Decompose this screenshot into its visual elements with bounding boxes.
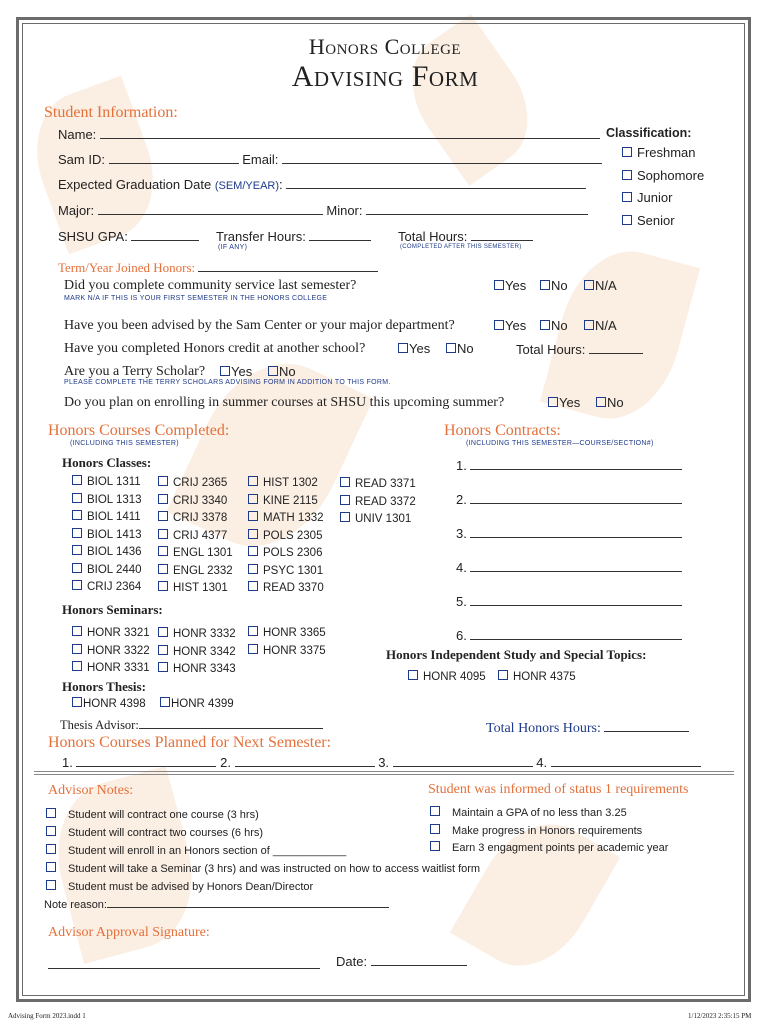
course-label: HIST 1301 bbox=[173, 582, 228, 594]
course-label: CRIJ 3378 bbox=[173, 512, 228, 524]
name-label: Name: bbox=[58, 127, 97, 142]
courses-completed-heading: Honors Courses Completed: bbox=[48, 422, 230, 439]
contract-field[interactable] bbox=[470, 457, 682, 470]
grad-label: Expected Graduation Date bbox=[58, 177, 212, 192]
course-checkbox-item[interactable] bbox=[72, 509, 142, 527]
seminar-checkbox-item[interactable] bbox=[158, 661, 236, 679]
status-item[interactable] bbox=[430, 823, 668, 841]
contract-field[interactable] bbox=[470, 559, 682, 572]
total-field[interactable] bbox=[471, 228, 533, 241]
senior-label: Senior bbox=[637, 213, 675, 228]
transfer-row bbox=[216, 228, 371, 244]
thesis-4399[interactable] bbox=[160, 697, 234, 710]
checkbox[interactable] bbox=[430, 841, 440, 851]
thesis-4398[interactable] bbox=[72, 697, 146, 710]
course-checkbox-item[interactable] bbox=[72, 474, 142, 492]
contract-number: 6. bbox=[456, 628, 467, 643]
contract-field[interactable] bbox=[470, 491, 682, 504]
checkbox[interactable] bbox=[72, 493, 82, 503]
checkbox[interactable] bbox=[430, 824, 440, 834]
checkbox[interactable] bbox=[158, 546, 168, 556]
checkbox[interactable] bbox=[220, 366, 230, 376]
course-checkbox-item[interactable] bbox=[72, 492, 142, 510]
status-label: Maintain a GPA of no less than 3.25 bbox=[452, 807, 627, 819]
yes-label: Yes bbox=[505, 318, 527, 333]
status-item[interactable] bbox=[430, 805, 668, 823]
term-field[interactable] bbox=[198, 259, 378, 272]
course-checkbox-item[interactable] bbox=[72, 544, 142, 562]
course-label: ENGL 2332 bbox=[173, 564, 233, 577]
seminar-checkbox-item[interactable] bbox=[158, 644, 236, 662]
q3-total-field[interactable] bbox=[589, 341, 643, 354]
date-label: Date: bbox=[336, 954, 368, 969]
checkbox[interactable] bbox=[72, 545, 82, 555]
freshman-label: Freshman bbox=[637, 145, 696, 160]
honors-classes-label: Honors Classes: bbox=[62, 455, 152, 470]
checkbox[interactable] bbox=[158, 476, 168, 486]
course-checkbox-item[interactable] bbox=[72, 579, 142, 597]
sophomore-label: Sophomore bbox=[637, 168, 705, 183]
checkbox[interactable] bbox=[540, 320, 550, 330]
checkbox[interactable] bbox=[248, 626, 258, 636]
q3-yes[interactable] bbox=[398, 341, 430, 356]
classification-junior[interactable] bbox=[622, 190, 672, 205]
advisor-note-item[interactable] bbox=[46, 842, 480, 860]
checkbox[interactable] bbox=[540, 280, 550, 290]
course-label: BIOL 2440 bbox=[87, 563, 142, 576]
checkbox[interactable] bbox=[158, 627, 168, 637]
checkbox[interactable] bbox=[158, 511, 168, 521]
checkbox[interactable] bbox=[340, 477, 350, 487]
course-checkbox-item[interactable] bbox=[158, 510, 233, 528]
samid-row bbox=[58, 151, 602, 167]
course-label: ENGL 1301 bbox=[173, 547, 233, 559]
contract-number: 5. bbox=[456, 594, 467, 609]
total-hint: (COMPLETED AFTER THIS SEMESTER) bbox=[400, 244, 522, 250]
course-label: HONR 3322 bbox=[87, 644, 150, 657]
planned-row bbox=[62, 754, 701, 770]
course-label: CRIJ 2364 bbox=[87, 581, 142, 593]
classes-col2 bbox=[158, 475, 233, 598]
minor-field[interactable] bbox=[366, 202, 588, 215]
transfer-label: Transfer Hours: bbox=[216, 229, 306, 244]
junior-label: Junior bbox=[637, 190, 673, 205]
classification-freshman[interactable] bbox=[622, 145, 696, 160]
term-label: Term/Year Joined Honors: bbox=[58, 260, 196, 275]
course-label: KINE 2115 bbox=[263, 494, 318, 507]
course-label: BIOL 1413 bbox=[87, 528, 142, 541]
checkbox[interactable] bbox=[446, 343, 456, 353]
q4-yes[interactable] bbox=[220, 364, 252, 379]
checkbox[interactable] bbox=[46, 826, 56, 836]
signature-heading: Advisor Approval Signature: bbox=[48, 925, 210, 940]
q3-total bbox=[516, 341, 643, 357]
seminar-checkbox-item[interactable] bbox=[72, 660, 150, 678]
independent-study-label: Honors Independent Study and Special Topics: bbox=[386, 647, 647, 662]
note-reason-row bbox=[44, 895, 389, 911]
seminar-checkbox-item[interactable] bbox=[248, 643, 326, 661]
checkbox[interactable] bbox=[622, 170, 632, 180]
checkbox[interactable] bbox=[248, 476, 258, 486]
q3-total-label: Total Hours: bbox=[516, 342, 586, 357]
seminar-checkbox-item[interactable] bbox=[72, 643, 150, 661]
checkbox[interactable] bbox=[72, 475, 82, 485]
major-field[interactable] bbox=[98, 202, 323, 215]
checkbox[interactable] bbox=[160, 697, 170, 707]
contract-number: 4. bbox=[456, 560, 467, 575]
course-checkbox-item[interactable] bbox=[72, 562, 142, 580]
q1-text: Did you complete community service last semester? bbox=[64, 278, 357, 293]
grad-hint: (SEM/YEAR) bbox=[214, 180, 280, 192]
classes-col3 bbox=[248, 475, 324, 598]
course-checkbox-item[interactable] bbox=[158, 580, 233, 598]
checkbox[interactable] bbox=[268, 366, 278, 376]
name-row bbox=[58, 126, 600, 142]
q4-no[interactable] bbox=[268, 364, 296, 379]
checkbox[interactable] bbox=[248, 546, 258, 556]
no-label: No bbox=[551, 318, 568, 333]
classes-col1 bbox=[72, 474, 142, 597]
checkbox[interactable] bbox=[46, 880, 56, 890]
course-label: CRIJ 4377 bbox=[173, 529, 228, 542]
major-label: Major: bbox=[58, 203, 95, 218]
course-checkbox-item[interactable] bbox=[158, 493, 233, 511]
checkbox[interactable] bbox=[622, 215, 632, 225]
advisor-note-item[interactable] bbox=[46, 878, 480, 896]
q3-no[interactable] bbox=[446, 341, 474, 356]
contract-1 bbox=[456, 457, 682, 473]
course-label: READ 3371 bbox=[355, 478, 416, 490]
thesis-advisor-label: Thesis Advisor: bbox=[60, 718, 139, 732]
planned-field[interactable] bbox=[235, 754, 375, 767]
course-checkbox-item[interactable] bbox=[248, 493, 324, 511]
planned-number: 3. bbox=[378, 755, 390, 770]
contract-4 bbox=[456, 559, 682, 575]
checkbox[interactable] bbox=[548, 397, 558, 407]
checkbox[interactable] bbox=[430, 806, 440, 816]
course-label: READ 3372 bbox=[355, 495, 416, 508]
course-label: HONR 4375 bbox=[513, 671, 576, 683]
note-reason-label: Note reason: bbox=[44, 899, 107, 911]
seminar-checkbox-item[interactable] bbox=[248, 625, 326, 643]
checkbox[interactable] bbox=[72, 510, 82, 520]
checkbox[interactable] bbox=[158, 645, 168, 655]
course-checkbox-item[interactable] bbox=[158, 545, 233, 563]
note-label: Student will contract one course (3 hrs) bbox=[68, 809, 259, 821]
independent-4375[interactable] bbox=[498, 670, 576, 683]
status-label: Make progress in Honors requirements bbox=[452, 824, 643, 837]
planned-field[interactable] bbox=[76, 754, 216, 767]
no-label: No bbox=[551, 278, 568, 293]
course-label: CRIJ 2365 bbox=[173, 477, 228, 489]
checkbox[interactable] bbox=[622, 192, 632, 202]
seminar-checkbox-item[interactable] bbox=[72, 625, 150, 643]
grad-colon: : bbox=[279, 177, 283, 192]
checkbox[interactable] bbox=[158, 529, 168, 539]
checkbox[interactable] bbox=[72, 626, 82, 636]
contract-3 bbox=[456, 525, 682, 541]
q4-text: Are you a Terry Scholar? bbox=[64, 364, 206, 379]
student-info-heading: Student Information: bbox=[44, 104, 178, 121]
course-checkbox-item[interactable] bbox=[72, 527, 142, 545]
q2-text: Have you been advised by the Sam Center or your major department? bbox=[64, 318, 455, 333]
checkbox[interactable] bbox=[158, 581, 168, 591]
q5-text: Do you plan on enrolling in summer courses at SHSU this upcoming summer? bbox=[64, 395, 505, 410]
course-checkbox-item[interactable] bbox=[248, 563, 324, 581]
course-checkbox-item[interactable] bbox=[340, 494, 416, 512]
course-label: HONR 4095 bbox=[423, 671, 486, 683]
total-honors-hours-label: Total Honors Hours: bbox=[486, 721, 601, 736]
course-label: BIOL 1311 bbox=[87, 476, 141, 488]
checkbox[interactable] bbox=[494, 320, 504, 330]
course-label: HONR 3375 bbox=[263, 644, 326, 657]
checkbox[interactable] bbox=[584, 280, 594, 290]
q3-text: Have you completed Honors credit at another school? bbox=[64, 341, 366, 356]
status-list bbox=[430, 805, 668, 858]
contract-field[interactable] bbox=[470, 627, 682, 640]
no-label: No bbox=[457, 341, 474, 356]
planned-field[interactable] bbox=[393, 754, 533, 767]
checkbox[interactable] bbox=[158, 494, 168, 504]
course-label: PSYC 1301 bbox=[263, 564, 324, 577]
checkbox[interactable] bbox=[408, 670, 418, 680]
contract-5 bbox=[456, 593, 682, 609]
minor-label: Minor: bbox=[326, 203, 363, 218]
contracts-hint: (INCLUDING THIS SEMESTER—COURSE/SECTION#) bbox=[466, 440, 654, 447]
checkbox[interactable] bbox=[158, 564, 168, 574]
course-checkbox-item[interactable] bbox=[340, 476, 416, 494]
checkbox[interactable] bbox=[340, 495, 350, 505]
checkbox[interactable] bbox=[498, 670, 508, 680]
gpa-field[interactable] bbox=[131, 228, 199, 241]
classification-senior[interactable] bbox=[622, 213, 675, 228]
checkbox[interactable] bbox=[72, 563, 82, 573]
checkbox[interactable] bbox=[248, 581, 258, 591]
courses-completed-hint: (INCLUDING THIS SEMESTER) bbox=[70, 440, 179, 447]
thesis-advisor-row bbox=[60, 716, 323, 733]
section-divider bbox=[34, 771, 734, 772]
seminars-col2 bbox=[158, 626, 236, 679]
course-checkbox-item[interactable] bbox=[158, 528, 233, 546]
na-label: N/A bbox=[595, 318, 617, 333]
course-label: POLS 2306 bbox=[263, 547, 323, 559]
contract-number: 2. bbox=[456, 492, 467, 507]
grad-row bbox=[58, 176, 586, 192]
thesis-advisor-field[interactable] bbox=[139, 716, 323, 729]
college-title: Honors College bbox=[308, 34, 462, 59]
course-label: HONR 3343 bbox=[173, 663, 236, 675]
advisor-note-item[interactable] bbox=[46, 860, 480, 878]
transfer-field[interactable] bbox=[309, 228, 371, 241]
contracts-heading: Honors Contracts: bbox=[444, 422, 561, 439]
course-label: BIOL 1411 bbox=[87, 511, 141, 523]
course-label: READ 3370 bbox=[263, 582, 324, 594]
name-field[interactable] bbox=[100, 126, 600, 139]
contract-number: 3. bbox=[456, 526, 467, 541]
checkbox[interactable] bbox=[72, 644, 82, 654]
contract-field[interactable] bbox=[470, 525, 682, 538]
course-label: HONR 3332 bbox=[173, 628, 236, 640]
checkbox[interactable] bbox=[158, 662, 168, 672]
checkbox[interactable] bbox=[248, 529, 258, 539]
checkbox[interactable] bbox=[248, 511, 258, 521]
course-label: POLS 2305 bbox=[263, 529, 323, 542]
q1-na[interactable] bbox=[584, 278, 617, 293]
email-label: Email: bbox=[242, 152, 279, 167]
q2-yes[interactable] bbox=[494, 318, 526, 333]
samid-label: Sam ID: bbox=[58, 152, 105, 167]
major-row bbox=[58, 202, 588, 218]
yes-label: Yes bbox=[559, 395, 581, 410]
course-label: BIOL 1313 bbox=[87, 493, 142, 506]
checkbox[interactable] bbox=[46, 844, 56, 854]
checkbox[interactable] bbox=[248, 644, 258, 654]
contract-6 bbox=[456, 627, 682, 643]
checkbox[interactable] bbox=[248, 494, 258, 504]
status-heading: Student was informed of status 1 requirements bbox=[428, 782, 689, 797]
course-checkbox-item[interactable] bbox=[340, 511, 416, 529]
checkbox[interactable] bbox=[340, 512, 350, 522]
q4-note: PLEASE COMPLETE THE TERRY SCHOLARS ADVISING FORM IN ADDITION TO THIS FORM. bbox=[64, 379, 391, 386]
course-checkbox-item[interactable] bbox=[248, 580, 324, 598]
total-honors-hours-field[interactable] bbox=[604, 719, 689, 732]
checkbox[interactable] bbox=[494, 280, 504, 290]
status-label: Earn 3 engagment points per academic year bbox=[452, 842, 669, 854]
footer-left: Advising Form 2023.indd 1 bbox=[8, 1012, 86, 1020]
course-label: UNIV 1301 bbox=[355, 513, 412, 525]
email-field[interactable] bbox=[282, 151, 602, 164]
q5-no[interactable] bbox=[596, 395, 624, 410]
checkbox[interactable] bbox=[398, 343, 408, 353]
transfer-hint: (IF ANY) bbox=[218, 244, 248, 251]
course-label: CRIJ 3340 bbox=[173, 494, 228, 507]
checkbox[interactable] bbox=[248, 564, 258, 574]
note-reason-field[interactable] bbox=[107, 895, 389, 908]
classes-col4 bbox=[340, 476, 416, 529]
form-title: Advising Form bbox=[291, 60, 479, 93]
note-label: Student will take a Seminar (3 hrs) and was instructed on how to access waitlist form bbox=[68, 863, 481, 875]
status-item[interactable] bbox=[430, 840, 668, 858]
planned-number: 1. bbox=[62, 755, 73, 770]
note-label: Student will enroll in an Honors section of ____________ bbox=[68, 845, 347, 857]
course-checkbox-item[interactable] bbox=[248, 475, 324, 493]
section-divider bbox=[34, 774, 734, 775]
contract-number: 1. bbox=[456, 458, 467, 473]
advisor-note-item[interactable] bbox=[46, 824, 480, 842]
term-row bbox=[58, 259, 378, 276]
checkbox[interactable] bbox=[46, 808, 56, 818]
checkbox[interactable] bbox=[72, 528, 82, 538]
planned-number: 2. bbox=[220, 755, 231, 770]
course-checkbox-item[interactable] bbox=[158, 475, 233, 493]
course-checkbox-item[interactable] bbox=[248, 510, 324, 528]
seminars-col3 bbox=[248, 625, 326, 660]
total-row bbox=[398, 228, 533, 244]
checkbox[interactable] bbox=[584, 320, 594, 330]
date-field[interactable] bbox=[371, 953, 467, 966]
advisor-notes-list bbox=[46, 806, 480, 896]
planned-heading: Honors Courses Planned for Next Semester: bbox=[48, 734, 332, 751]
contract-2 bbox=[456, 491, 682, 507]
total-label: Total Hours: bbox=[398, 229, 468, 244]
classification-label: Classification: bbox=[606, 126, 692, 140]
no-label: No bbox=[607, 395, 624, 410]
course-label: MATH 1332 bbox=[263, 512, 324, 524]
planned-field[interactable] bbox=[551, 754, 701, 767]
no-label: No bbox=[279, 364, 296, 379]
course-label: HONR 4398 bbox=[83, 698, 146, 710]
planned-number: 4. bbox=[536, 755, 548, 770]
course-label: BIOL 1436 bbox=[87, 546, 142, 558]
independent-4095[interactable] bbox=[408, 670, 486, 683]
total-honors-hours-row bbox=[486, 719, 689, 737]
samid-field[interactable] bbox=[109, 151, 239, 164]
classification-sophomore[interactable] bbox=[622, 168, 704, 183]
course-label: HONR 3365 bbox=[263, 627, 326, 639]
advisor-note-item[interactable] bbox=[46, 806, 480, 824]
q1-no[interactable] bbox=[540, 278, 568, 293]
honors-seminars-label: Honors Seminars: bbox=[62, 602, 163, 617]
seminars-col1 bbox=[72, 625, 150, 678]
q5-yes[interactable] bbox=[548, 395, 580, 410]
grad-field[interactable] bbox=[286, 176, 586, 189]
checkbox[interactable] bbox=[72, 580, 82, 590]
course-checkbox-item[interactable] bbox=[248, 528, 324, 546]
checkbox[interactable] bbox=[46, 862, 56, 872]
course-checkbox-item[interactable] bbox=[248, 545, 324, 563]
date-row bbox=[336, 953, 467, 969]
course-label: HONR 3331 bbox=[87, 662, 150, 674]
checkbox[interactable] bbox=[596, 397, 606, 407]
footer-right: 1/12/2023 2:35:15 PM bbox=[688, 1012, 752, 1020]
q2-na[interactable] bbox=[584, 318, 617, 333]
checkbox[interactable] bbox=[622, 147, 632, 157]
honors-thesis-label: Honors Thesis: bbox=[62, 679, 146, 694]
yes-label: Yes bbox=[505, 278, 527, 293]
seminar-checkbox-item[interactable] bbox=[158, 626, 236, 644]
gpa-row bbox=[58, 228, 199, 244]
q1-yes[interactable] bbox=[494, 278, 526, 293]
yes-label: Yes bbox=[409, 341, 431, 356]
checkbox[interactable] bbox=[72, 661, 82, 671]
course-checkbox-item[interactable] bbox=[158, 563, 233, 581]
checkbox[interactable] bbox=[72, 697, 82, 707]
q2-no[interactable] bbox=[540, 318, 568, 333]
advisor-notes-heading: Advisor Notes: bbox=[48, 783, 134, 798]
yes-label: Yes bbox=[231, 364, 253, 379]
gpa-label: SHSU GPA: bbox=[58, 229, 128, 244]
note-label: Student will contract two courses (6 hrs) bbox=[68, 827, 264, 839]
course-label: HONR 3321 bbox=[87, 627, 150, 639]
na-label: N/A bbox=[595, 278, 617, 293]
course-label: HONR 3342 bbox=[173, 645, 236, 658]
note-label: Student must be advised by Honors Dean/Director bbox=[68, 881, 314, 893]
course-label: HIST 1302 bbox=[263, 477, 318, 489]
signature-line[interactable] bbox=[48, 956, 320, 969]
contract-field[interactable] bbox=[470, 593, 682, 606]
course-label: HONR 4399 bbox=[171, 698, 234, 710]
q1-note: MARK N/A IF THIS IS YOUR FIRST SEMESTER IN THE HONORS COLLEGE bbox=[64, 295, 328, 302]
